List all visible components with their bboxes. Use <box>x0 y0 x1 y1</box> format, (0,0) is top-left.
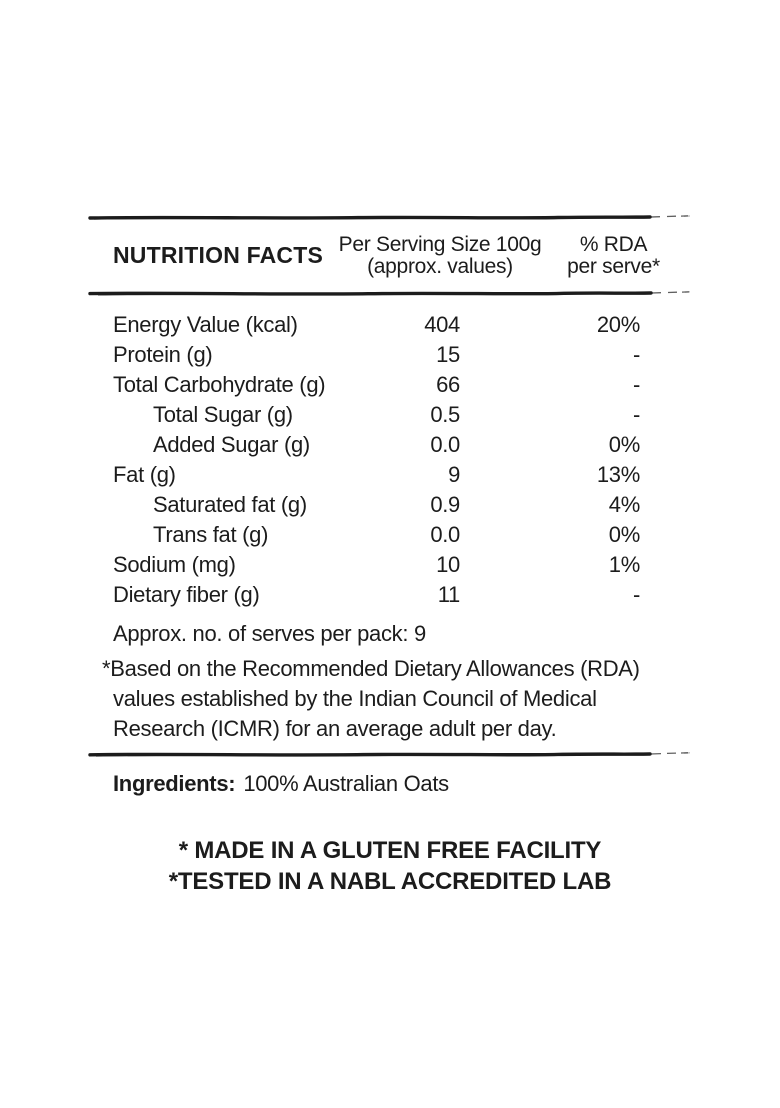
nutrient-rda: - <box>632 402 640 427</box>
table-header <box>88 222 692 289</box>
nutrient-value: 0.9 <box>430 492 460 517</box>
nutrient-value: 11 <box>437 582 460 607</box>
nutrition-rows <box>88 310 692 610</box>
nabl-lab-claim: *TESTED IN A NABL ACCREDITED LAB <box>168 868 612 895</box>
table-row <box>88 490 692 520</box>
ingredients-label: Ingredients: <box>113 771 236 796</box>
serving-column-header <box>335 234 545 278</box>
gluten-free-claim: * MADE IN A GLUTEN FREE FACILITY <box>178 837 602 864</box>
nutrient-label: Sodium (mg) <box>113 552 236 577</box>
table-row <box>88 370 692 400</box>
nutrient-rda: 0% <box>608 522 640 547</box>
nutrient-value: 404 <box>424 312 460 337</box>
nutrient-label: Total Carbohydrate (g) <box>113 372 326 397</box>
nutrient-value: 9 <box>448 462 460 487</box>
rda-header-line1: % RDA <box>579 232 648 256</box>
nutrient-label: Fat (g) <box>113 462 176 487</box>
nutrient-rda: 0% <box>608 432 640 457</box>
nutrient-label: Protein (g) <box>113 342 213 367</box>
nutrient-label: Energy Value (kcal) <box>113 312 298 337</box>
serves-per-pack-note: Approx. no. of serves per pack: 9 <box>113 621 426 646</box>
nutrient-rda: - <box>632 582 640 607</box>
nutrient-value: 10 <box>436 552 460 577</box>
nutrient-value: 0.5 <box>430 402 460 427</box>
nutrient-value: 66 <box>436 372 460 397</box>
nutrient-value: 0.0 <box>430 522 460 547</box>
table-row <box>88 550 692 580</box>
claims-block <box>88 835 692 897</box>
nutrient-value: 15 <box>436 342 460 367</box>
table-row <box>88 580 692 610</box>
divider-line-header <box>88 289 692 298</box>
nutrient-value: 0.0 <box>430 432 460 457</box>
serving-header-line1: Per Serving Size 100g <box>338 232 542 256</box>
table-title: NUTRITION FACTS <box>113 242 323 268</box>
nutrient-rda: 4% <box>608 492 640 517</box>
ingredients-line <box>88 771 692 797</box>
table-row <box>88 460 692 490</box>
nutrient-label: Trans fat (g) <box>153 522 269 547</box>
nutrient-rda: 13% <box>596 462 640 487</box>
rda-footnote-line1: *Based on the Recommended Dietary Allowances (RDA) <box>102 656 640 681</box>
divider-line-top <box>88 213 692 222</box>
nutrient-label: Total Sugar (g) <box>153 402 293 427</box>
table-row <box>88 340 692 370</box>
rda-footnote-line2: values established by the Indian Council of Medical <box>113 686 597 711</box>
table-row <box>88 520 692 550</box>
nutrient-label: Saturated fat (g) <box>153 492 307 517</box>
table-row <box>88 400 692 430</box>
nutrient-label: Dietary fiber (g) <box>113 582 260 607</box>
divider-line-bottom <box>88 750 692 759</box>
rda-column-header <box>545 234 682 278</box>
nutrient-rda: - <box>632 372 640 397</box>
nutrient-rda: - <box>632 342 640 367</box>
nutrient-rda: 20% <box>596 312 640 337</box>
table-row <box>88 430 692 460</box>
nutrition-label <box>88 0 692 897</box>
rda-header-line2: per serve* <box>567 254 660 278</box>
nutrient-label: Added Sugar (g) <box>153 432 310 457</box>
nutrient-rda: 1% <box>608 552 640 577</box>
rda-footnote-line3: Research (ICMR) for an average adult per day. <box>113 716 557 741</box>
table-row <box>88 310 692 340</box>
rda-footnote <box>88 654 692 744</box>
ingredients-value: 100% Australian Oats <box>243 771 449 796</box>
serving-header-line2: (approx. values) <box>367 254 513 278</box>
